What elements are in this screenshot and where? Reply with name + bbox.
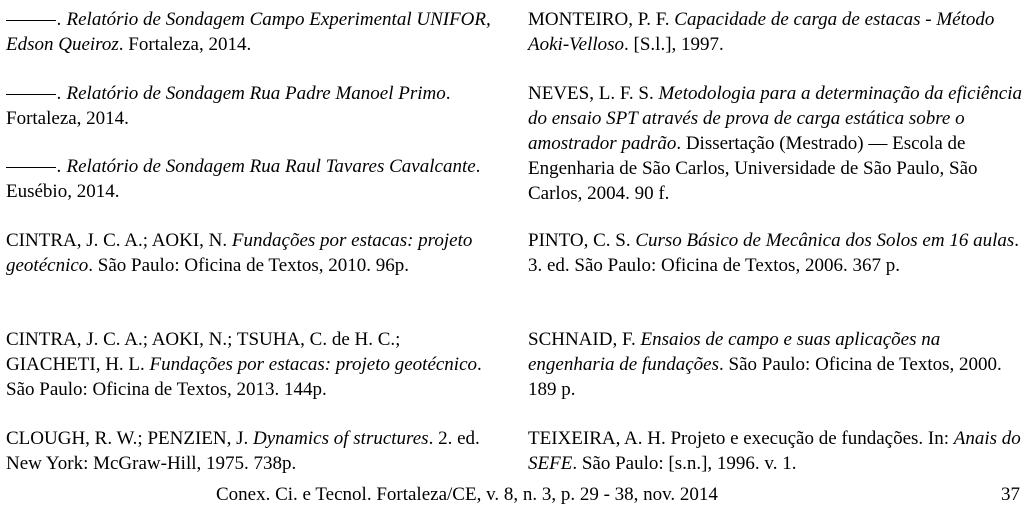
reference-entry	[6, 154, 496, 204]
repeated-author-line	[6, 20, 56, 21]
reference-title: Ensaios de campo e suas aplicações na engenharia de fundações	[528, 329, 941, 375]
reference-details: . São Paulo: [s.n.], 1996. v. 1.	[572, 453, 797, 474]
reference-authors: MONTEIRO, P. F.	[528, 9, 675, 30]
reference-title: Fundações por estacas: projeto geotécnico	[149, 354, 478, 375]
reference-title: Fundações por estacas: projeto geotécnico	[6, 230, 473, 276]
reference-title: Capacidade de carga de estacas - Método Aoki-Velloso	[528, 9, 995, 55]
reference-details: . 3. ed. São Paulo: Oficina de Textos, 2006. 367 p.	[528, 230, 1019, 276]
reference-entry	[528, 426, 1022, 476]
reference-details: . São Paulo: Oficina de Textos, 2013. 144p.	[6, 354, 482, 400]
reference-entry	[528, 327, 1022, 402]
reference-authors: CLOUGH, R. W.; PENZIEN, J.	[6, 428, 254, 449]
repeated-author-line	[6, 167, 56, 168]
reference-details: . Fortaleza, 2014.	[118, 34, 252, 55]
reference-entry	[6, 426, 496, 476]
reference-title: . Relatório de Sondagem Rua Raul Tavares Cavalcante	[57, 156, 476, 177]
reference-details: . Eusébio, 2014.	[6, 156, 481, 202]
reference-entry	[6, 7, 496, 57]
reference-details: . São Paulo: Oficina de Textos, 2000. 189 p.	[528, 354, 1002, 400]
reference-entry	[6, 81, 496, 131]
reference-entry	[6, 228, 496, 278]
reference-authors: TEIXEIRA, A. H. Projeto e execução de fundações. In:	[528, 428, 954, 449]
reference-authors: SCHNAID, F.	[528, 329, 641, 350]
reference-details: . São Paulo: Oficina de Textos, 2010. 96p.	[88, 255, 410, 276]
reference-title: Anais do SEFE	[528, 428, 1021, 474]
reference-authors: CINTRA, J. C. A.; AOKI, N.; TSUHA, C. de H. C.; GIACHETI, H. L.	[6, 329, 401, 375]
reference-authors: PINTO, C. S.	[528, 230, 636, 251]
reference-title: . Relatório de Sondagem Rua Padre Manoel Primo	[57, 83, 446, 104]
reference-details: . 2. ed. New York: McGraw-Hill, 1975. 738p.	[6, 428, 480, 474]
reference-entry	[528, 7, 1022, 57]
reference-entry	[6, 327, 496, 402]
page-number: 37	[1001, 484, 1020, 505]
reference-title: Curso Básico de Mecânica dos Solos em 16 aulas	[635, 230, 1015, 251]
reference-entry	[528, 228, 1022, 278]
repeated-author-line	[6, 94, 56, 95]
reference-title: . Relatório de Sondagem Campo Experimental UNIFOR, Edson Queiroz	[6, 9, 491, 55]
reference-details: . [S.l.], 1997.	[624, 34, 724, 55]
reference-authors: CINTRA, J. C. A.; AOKI, N.	[6, 230, 232, 251]
reference-authors: NEVES, L. F. S.	[528, 83, 659, 104]
reference-details: . Dissertação (Mestrado) — Escola de Engenharia de São Carlos, Universidade de São Paulo, São Carlos, 2004. 90 f.	[528, 133, 978, 204]
reference-details: . Fortaleza, 2014.	[6, 83, 451, 129]
journal-citation: Conex. Ci. e Tecnol. Fortaleza/CE, v. 8, n. 3, p. 29 - 38, nov. 2014	[216, 484, 718, 505]
reference-title: Dynamics of structures	[253, 428, 429, 449]
reference-entry	[528, 81, 1022, 206]
reference-title: Metodologia para a determinação da eficiência do ensaio SPT através de prova de carga estática sobre o amostrador padrão	[528, 83, 1023, 154]
